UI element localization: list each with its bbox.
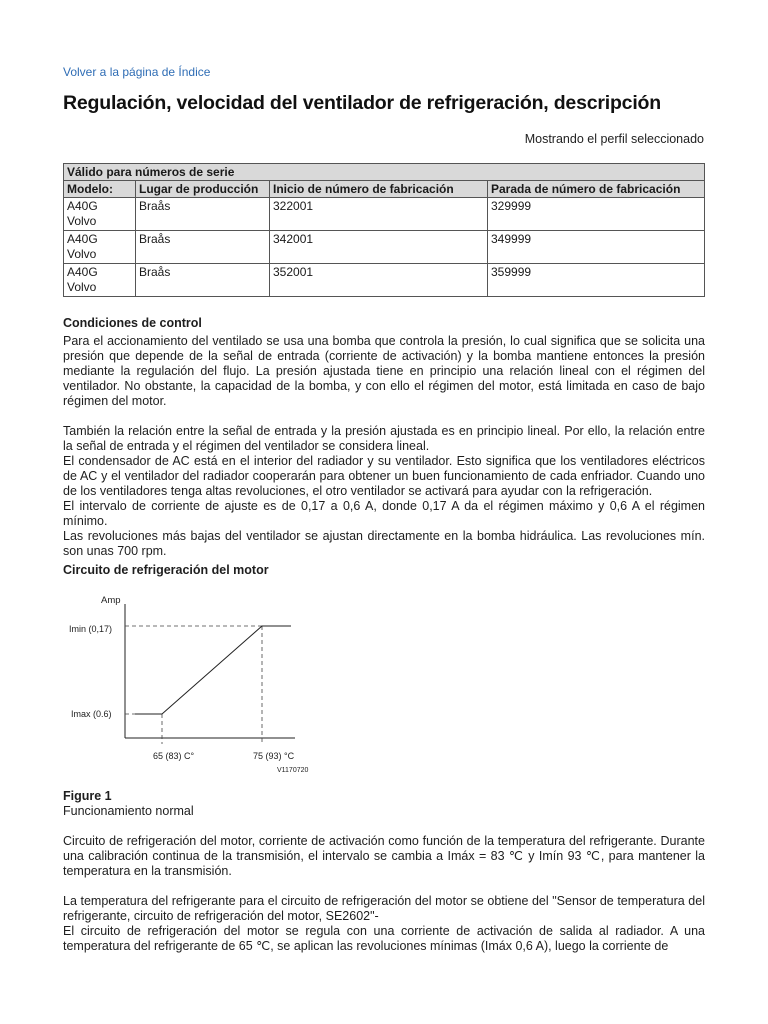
cell-place: Braås — [136, 231, 270, 264]
control-text — [63, 334, 705, 559]
column-header-place: Lugar de producción — [136, 181, 270, 198]
cell-model: A40G Volvo — [64, 231, 136, 264]
cell-place: Braås — [136, 264, 270, 297]
cell-start: 322001 — [270, 198, 488, 231]
profile-status: Mostrando el perfil seleccionado — [524, 132, 704, 146]
table-row — [64, 264, 705, 297]
cell-model: A40G Volvo — [64, 198, 136, 231]
column-header-start: Inicio de número de fabricación — [270, 181, 488, 198]
paragraph: Para el accionamiento del ventilado se usa una bomba que controla la presión, lo cual significa que se solicita una presión que depende de la señal de entrada (corriente de activación) y la bomba mantiene entonces la presión mediante la regulación del flujo. La presión ajustada tiene en principio una relación lineal con el régimen del ventilador. No obstante, la capacidad de la bomba, y con ello el régimen del motor, está limitada en caso de bajo régimen del motor. — [63, 334, 705, 408]
back-to-index-link[interactable]: Volver a la página de Índice — [63, 65, 211, 79]
paragraph: El intervalo de corriente de ajuste es de 0,17 a 0,6 A, donde 0,17 A da el régimen máximo y 0,6 A el régimen mínimo. — [63, 499, 705, 528]
body-text — [63, 834, 705, 954]
x-tick-75: 75 (93) °C — [253, 751, 295, 761]
cell-model: A40G Volvo — [64, 264, 136, 297]
table-row — [64, 231, 705, 264]
control-heading: Condiciones de control — [63, 316, 202, 330]
circuit-heading: Circuito de refrigeración del motor — [63, 563, 269, 577]
activation-current-chart — [63, 588, 323, 778]
column-header-stop: Parada de número de fabricación — [488, 181, 705, 198]
figure-caption: Funcionamiento normal — [63, 804, 194, 818]
paragraph: El circuito de refrigeración del motor se regula con una corriente de activación de salida al radiador. A una temperatura del refrigerante de 65 ℃, se aplican las revoluciones mínimas (Imáx 0,6 A), luego la corriente de — [63, 924, 705, 953]
paragraph: También la relación entre la señal de entrada y la presión ajustada es en principio lineal. Por ello, la relación entre la señal de entrada y el régimen del ventilador se considera lineal. — [63, 424, 705, 453]
y-tick-imax: Imax (0.6) — [71, 709, 112, 719]
activation-line — [135, 626, 291, 714]
cell-start: 342001 — [270, 231, 488, 264]
table-caption: Válido para números de serie — [64, 164, 705, 181]
cell-start: 352001 — [270, 264, 488, 297]
x-tick-65: 65 (83) C° — [153, 751, 195, 761]
cell-stop: 359999 — [488, 264, 705, 297]
serial-number-table — [63, 163, 705, 297]
paragraph: Circuito de refrigeración del motor, corriente de activación como función de la temperatura del refrigerante. Durante una calibración continua de la transmisión, el intervalo se cambia a Imáx = 83 ℃ y Imín 93 ℃, para mantener la temperatura en la transmisión. — [63, 834, 705, 878]
cell-stop: 329999 — [488, 198, 705, 231]
figure-label: Figure 1 — [63, 789, 112, 803]
y-tick-imin: Imin (0,17) — [69, 624, 113, 634]
paragraph: Las revoluciones más bajas del ventilador se ajustan directamente en la bomba hidráulica. Las revoluciones mín. son unas 700 rpm. — [63, 529, 705, 558]
table-row — [64, 198, 705, 231]
cell-place: Braås — [136, 198, 270, 231]
page-title: Regulación, velocidad del ventilador de refrigeración, descripción — [63, 92, 661, 114]
y-axis-label: Amp — [101, 595, 121, 606]
paragraph: La temperatura del refrigerante para el circuito de refrigeración del motor se obtiene del "Sensor de temperatura del refrigerante, circuito de refrigeración del motor, SE2602"- — [63, 894, 705, 923]
figure-code: V1170720 — [277, 767, 309, 774]
column-header-model: Modelo: — [64, 181, 136, 198]
cell-stop: 349999 — [488, 231, 705, 264]
paragraph: El condensador de AC está en el interior del radiador y su ventilador. Esto significa que los ventiladores eléctricos de AC y el ventilador del radiador cooperarán para obtener un buen funcionamiento de cada enfriador. Cuando uno de los ventiladores tenga altas revoluciones, el otro ventilador se activará para ayudar con la refrigeración. — [63, 454, 705, 498]
